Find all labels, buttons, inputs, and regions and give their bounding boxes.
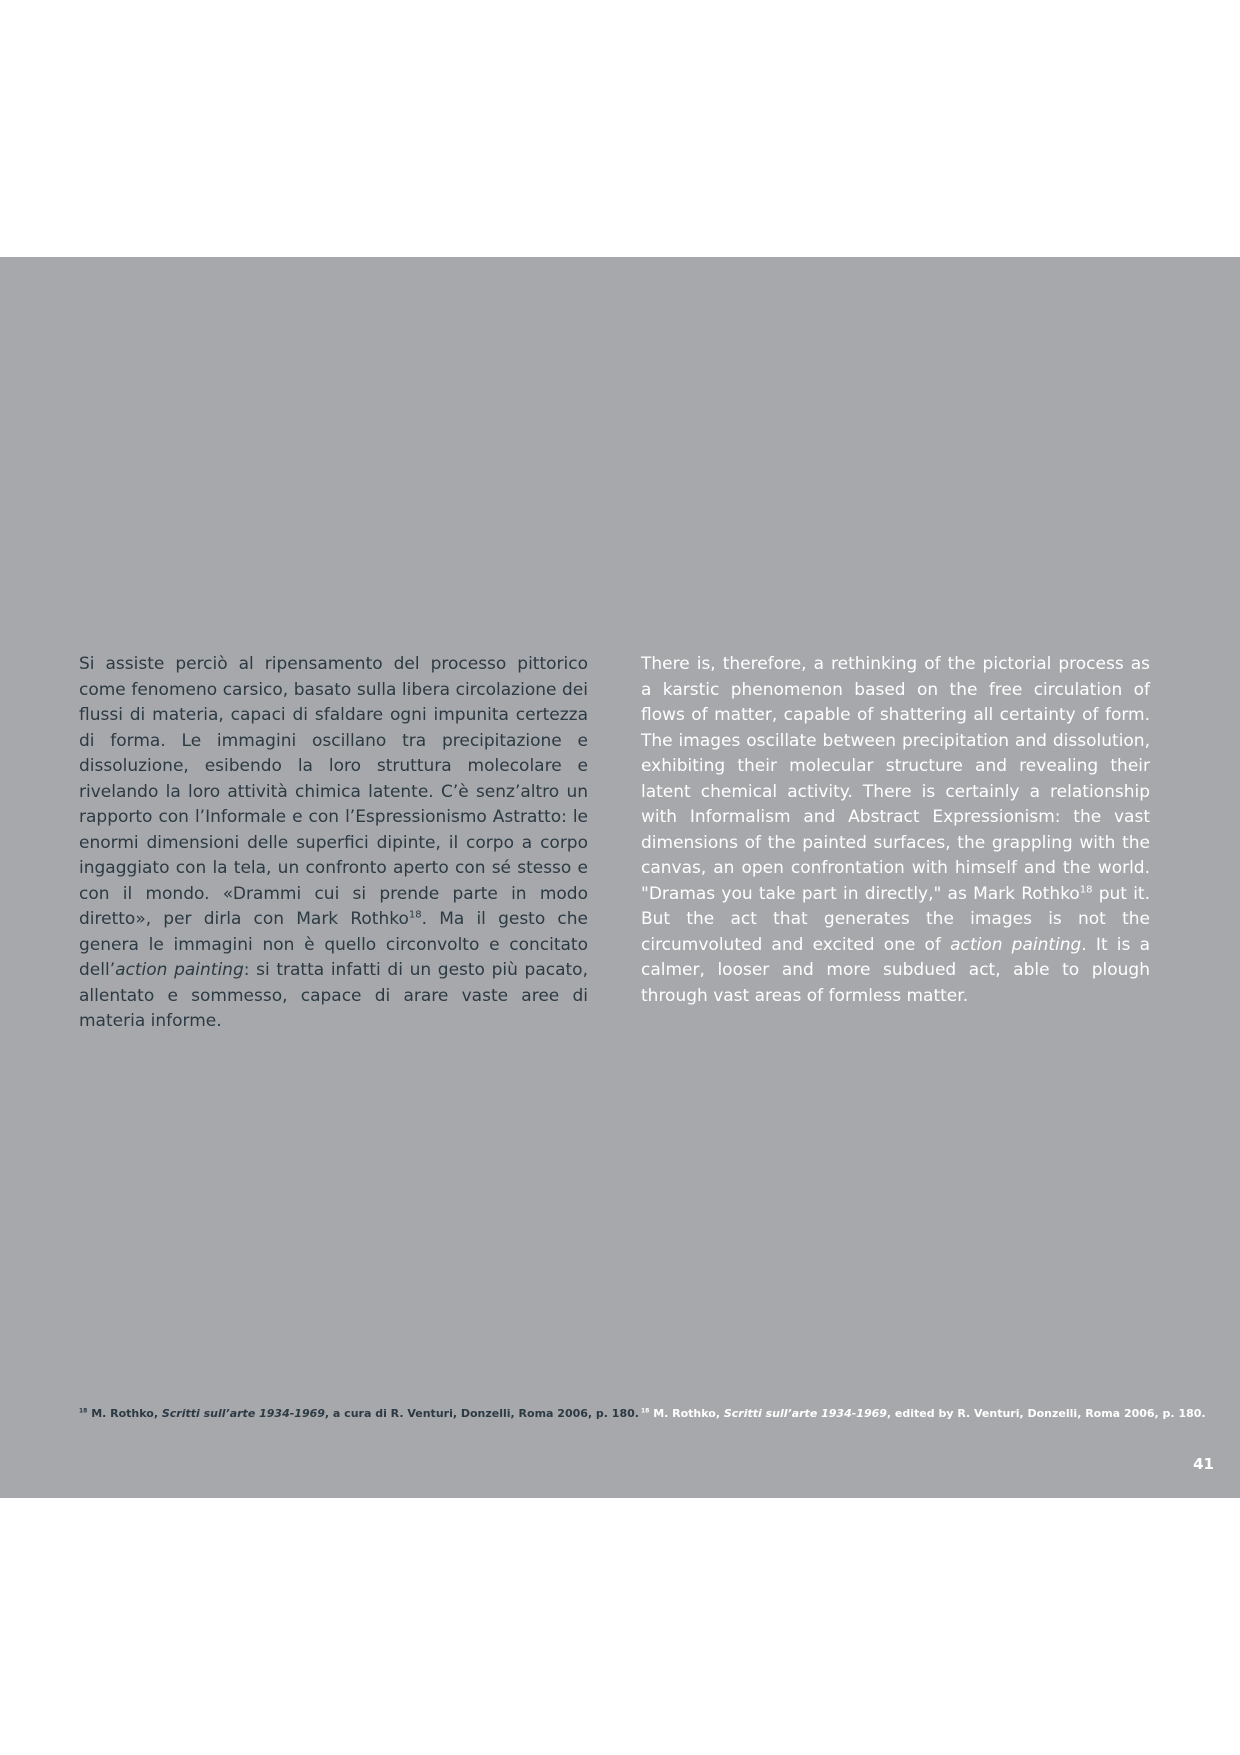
italian-paragraph [79, 652, 588, 1035]
italian-text-part-2: . Ma il gesto che genera le immagini non è quello circonvolto e concitato dell’ [79, 909, 589, 980]
italian-text-part-1: Si assiste perciò al ripensamento del processo pittorico come fenomeno carsico, basato sulla libera circolazione dei flussi di materia, capaci di sfaldare ogni impunita certezza di forma. Le immagini oscillano tra precipitazione e dissoluzione, esibendo la loro struttura molecolare e rivelando la loro attività chimica latente. C’è senz’altro un rapporto con l’Informale e con l’Espressionismo Astratto: le enormi dimensioni delle superfici dipinte, il corpo a corpo ingaggiato con la tela, un confronto aperto con sé stesso e con il mondo. «Drammi cui si prende parte in modo diretto», per dirla con Mark Rothko [79, 654, 588, 929]
italian-italic-term: action painting [115, 960, 244, 980]
footnote-italian-number: 18 [79, 1407, 88, 1415]
footnote-italian [79, 1407, 639, 1421]
english-footnote-ref: 18 [1079, 883, 1093, 895]
english-text-part-1: There is, therefore, a rethinking of the pictorial process as a karstic phenomenon based on the free circulation of flows of matter, capable of shattering all certainty of form. The images oscillate between precipitation and dissolution, exhibiting their molecular structure and revealing their latent chemical activity. There is certainly a relationship with Informalism and Abstract Expressionism: the vast dimensions of the painted surfaces, the grappling with the canvas, an open confrontation with himself and the world. "Dramas you take part in directly," as Mark Rothko [641, 654, 1150, 904]
page-number: 41 [1193, 1455, 1214, 1473]
italian-footnote-ref: 18 [408, 909, 422, 921]
footnote-english-author: M. Rothko, [649, 1407, 724, 1420]
footnote-italian-author: M. Rothko, [87, 1407, 162, 1420]
italian-text-part-3: : si tratta infatti di un gesto più pacato, allentato e sommesso, capace di arare vaste aree di materia informe. [79, 960, 588, 1031]
english-italic-term: action painting [950, 934, 1082, 955]
footnote-italian-rest: , a cura di R. Venturi, Donzelli, Roma 2006, p. 180. [324, 1407, 639, 1420]
footnote-english-title: Scritti sull’arte 1934-1969 [723, 1407, 887, 1420]
footnote-english-rest: , edited by R. Venturi, Donzelli, Roma 2006, p. 180. [886, 1407, 1206, 1420]
footnote-english-number: 18 [641, 1407, 650, 1415]
grey-panel [0, 257, 1240, 1498]
english-text-part-3: . It is a calmer, looser and more subdued act, able to plough through vast areas of formless matter. [641, 934, 1150, 1006]
english-text-part-2: put it. But the act that generates the images is not the circumvoluted and excited one of [641, 883, 1150, 955]
english-paragraph [641, 652, 1150, 1009]
footnote-english [641, 1407, 1206, 1421]
footnote-italian-title: Scritti sull’arte 1934-1969 [161, 1407, 325, 1420]
